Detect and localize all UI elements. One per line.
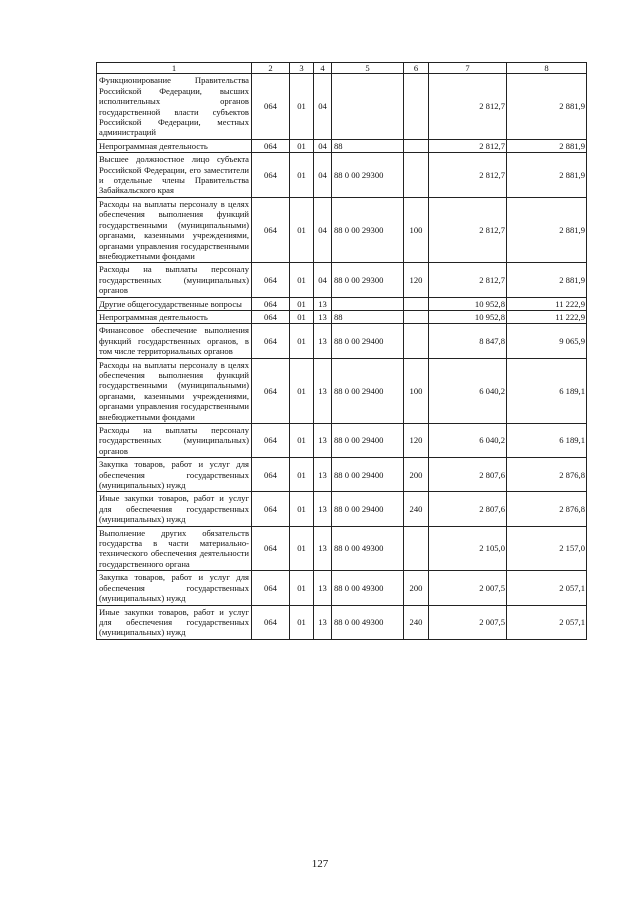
cell-amount-year2: 2 881,9 — [507, 197, 587, 262]
table-row — [97, 571, 587, 605]
cell-name: Иные закупки товаров, работ и услуг для обеспечения государственных (муниципальных) нужд — [97, 492, 252, 526]
cell-amount-year1: 2 007,5 — [429, 605, 507, 639]
cell-expense-type — [404, 74, 429, 139]
cell-name: Закупка товаров, работ и услуг для обеспечения государственных (муниципальных) нужд — [97, 458, 252, 492]
cell-name: Непрограммная деятельность — [97, 310, 252, 323]
cell-razdel: 01 — [290, 492, 314, 526]
cell-name: Иные закупки товаров, работ и услуг для обеспечения государственных (муниципальных) нужд — [97, 605, 252, 639]
cell-name: Другие общегосударственные вопросы — [97, 297, 252, 310]
cell-podrazdel: 04 — [314, 139, 332, 152]
cell-podrazdel: 04 — [314, 74, 332, 139]
cell-razdel: 01 — [290, 324, 314, 358]
cell-name: Выполнение других обязательств государства в части материально-технического обеспечения деятельности государственного органа — [97, 526, 252, 571]
cell-podrazdel: 13 — [314, 297, 332, 310]
cell-name: Непрограммная деятельность — [97, 139, 252, 152]
table-row — [97, 139, 587, 152]
cell-target-article: 88 0 00 29300 — [332, 263, 404, 297]
cell-razdel: 01 — [290, 605, 314, 639]
cell-amount-year1: 10 952,8 — [429, 297, 507, 310]
cell-grbs: 064 — [252, 605, 290, 639]
cell-target-article — [332, 297, 404, 310]
cell-amount-year1: 2 812,7 — [429, 197, 507, 262]
cell-expense-type — [404, 526, 429, 571]
cell-name: Закупка товаров, работ и услуг для обеспечения государственных (муниципальных) нужд — [97, 571, 252, 605]
table-row — [97, 310, 587, 323]
cell-target-article: 88 0 00 29300 — [332, 197, 404, 262]
cell-razdel: 01 — [290, 458, 314, 492]
cell-razdel: 01 — [290, 424, 314, 458]
cell-name: Расходы на выплаты персоналу в целях обеспечения выполнения функций государственными (муниципальными) органами, казенными учреждениями, органами управления государственными внебюджетными фондами — [97, 358, 252, 423]
cell-amount-year2: 2 881,9 — [507, 139, 587, 152]
cell-target-article: 88 0 00 29400 — [332, 458, 404, 492]
cell-target-article — [332, 74, 404, 139]
cell-target-article: 88 0 00 49300 — [332, 605, 404, 639]
cell-grbs: 064 — [252, 153, 290, 198]
cell-podrazdel: 13 — [314, 310, 332, 323]
header-cell: 2 — [252, 63, 290, 74]
cell-amount-year1: 2 807,6 — [429, 458, 507, 492]
cell-expense-type — [404, 324, 429, 358]
cell-amount-year1: 2 812,7 — [429, 153, 507, 198]
cell-name: Расходы на выплаты персоналу в целях обеспечения выполнения функций государственными (муниципальными) органами, казенными учреждениями, органами управления государственными внебюджетными фондами — [97, 197, 252, 262]
budget-table — [96, 62, 587, 640]
cell-amount-year2: 9 065,9 — [507, 324, 587, 358]
cell-razdel: 01 — [290, 263, 314, 297]
cell-expense-type: 120 — [404, 424, 429, 458]
cell-target-article: 88 — [332, 310, 404, 323]
header-cell: 1 — [97, 63, 252, 74]
cell-target-article: 88 0 00 49300 — [332, 526, 404, 571]
table-row — [97, 424, 587, 458]
cell-grbs: 064 — [252, 197, 290, 262]
cell-amount-year2: 2 881,9 — [507, 74, 587, 139]
cell-podrazdel: 04 — [314, 197, 332, 262]
cell-podrazdel: 13 — [314, 324, 332, 358]
table-row — [97, 324, 587, 358]
cell-podrazdel: 04 — [314, 153, 332, 198]
cell-razdel: 01 — [290, 571, 314, 605]
cell-grbs: 064 — [252, 492, 290, 526]
table-row — [97, 458, 587, 492]
cell-expense-type — [404, 139, 429, 152]
cell-amount-year2: 6 189,1 — [507, 358, 587, 423]
cell-grbs: 064 — [252, 297, 290, 310]
table-row — [97, 358, 587, 423]
table-row — [97, 526, 587, 571]
cell-expense-type — [404, 310, 429, 323]
cell-amount-year2: 6 189,1 — [507, 424, 587, 458]
header-cell: 3 — [290, 63, 314, 74]
cell-name: Финансовое обеспечение выполнения функций государственных органов, в том числе территориальных органов — [97, 324, 252, 358]
cell-amount-year2: 2 876,8 — [507, 458, 587, 492]
cell-amount-year2: 2 057,1 — [507, 571, 587, 605]
cell-target-article: 88 0 00 29400 — [332, 324, 404, 358]
cell-amount-year1: 2 812,7 — [429, 263, 507, 297]
cell-razdel: 01 — [290, 297, 314, 310]
cell-amount-year2: 11 222,9 — [507, 310, 587, 323]
cell-podrazdel: 13 — [314, 526, 332, 571]
cell-grbs: 064 — [252, 526, 290, 571]
cell-target-article: 88 0 00 29300 — [332, 153, 404, 198]
header-cell: 5 — [332, 63, 404, 74]
cell-name: Функционирование Правительства Российской Федерации, высших исполнительных органов государственной власти субъектов Российской Федерации, местных администраций — [97, 74, 252, 139]
cell-razdel: 01 — [290, 310, 314, 323]
cell-grbs: 064 — [252, 424, 290, 458]
cell-grbs: 064 — [252, 324, 290, 358]
cell-name: Высшее должностное лицо субъекта Российской Федерации, его заместители и отдельные члены Правительства Забайкальского края — [97, 153, 252, 198]
cell-podrazdel: 13 — [314, 458, 332, 492]
cell-amount-year2: 2 881,9 — [507, 153, 587, 198]
cell-amount-year2: 2 057,1 — [507, 605, 587, 639]
cell-podrazdel: 04 — [314, 263, 332, 297]
header-cell: 8 — [507, 63, 587, 74]
cell-expense-type: 240 — [404, 605, 429, 639]
cell-target-article: 88 — [332, 139, 404, 152]
cell-target-article: 88 0 00 29400 — [332, 424, 404, 458]
cell-amount-year1: 2 812,7 — [429, 139, 507, 152]
cell-expense-type: 240 — [404, 492, 429, 526]
cell-amount-year1: 8 847,8 — [429, 324, 507, 358]
cell-target-article: 88 0 00 29400 — [332, 358, 404, 423]
cell-expense-type: 120 — [404, 263, 429, 297]
cell-amount-year2: 2 157,0 — [507, 526, 587, 571]
cell-amount-year2: 2 876,8 — [507, 492, 587, 526]
cell-razdel: 01 — [290, 139, 314, 152]
cell-amount-year1: 6 040,2 — [429, 424, 507, 458]
cell-expense-type — [404, 297, 429, 310]
cell-amount-year2: 2 881,9 — [507, 263, 587, 297]
cell-target-article: 88 0 00 29400 — [332, 492, 404, 526]
cell-razdel: 01 — [290, 153, 314, 198]
table-row — [97, 263, 587, 297]
cell-expense-type: 100 — [404, 197, 429, 262]
cell-razdel: 01 — [290, 358, 314, 423]
cell-grbs: 064 — [252, 139, 290, 152]
header-cell: 7 — [429, 63, 507, 74]
cell-expense-type: 100 — [404, 358, 429, 423]
page-number: 127 — [311, 858, 329, 870]
cell-grbs: 064 — [252, 74, 290, 139]
table-body — [97, 63, 587, 640]
cell-grbs: 064 — [252, 358, 290, 423]
cell-amount-year1: 10 952,8 — [429, 310, 507, 323]
table-row — [97, 297, 587, 310]
cell-amount-year1: 6 040,2 — [429, 358, 507, 423]
cell-target-article: 88 0 00 49300 — [332, 571, 404, 605]
cell-podrazdel: 13 — [314, 571, 332, 605]
cell-amount-year1: 2 105,0 — [429, 526, 507, 571]
cell-grbs: 064 — [252, 458, 290, 492]
cell-expense-type: 200 — [404, 458, 429, 492]
table-header-row — [97, 63, 587, 74]
header-cell: 4 — [314, 63, 332, 74]
table-row — [97, 197, 587, 262]
cell-razdel: 01 — [290, 74, 314, 139]
cell-expense-type — [404, 153, 429, 198]
cell-amount-year2: 11 222,9 — [507, 297, 587, 310]
cell-razdel: 01 — [290, 197, 314, 262]
cell-razdel: 01 — [290, 526, 314, 571]
cell-name: Расходы на выплаты персоналу государственных (муниципальных) органов — [97, 263, 252, 297]
cell-amount-year1: 2 812,7 — [429, 74, 507, 139]
header-cell: 6 — [404, 63, 429, 74]
cell-podrazdel: 13 — [314, 492, 332, 526]
cell-amount-year1: 2 007,5 — [429, 571, 507, 605]
cell-amount-year1: 2 807,6 — [429, 492, 507, 526]
table-row — [97, 605, 587, 639]
cell-grbs: 064 — [252, 263, 290, 297]
cell-grbs: 064 — [252, 571, 290, 605]
table-row — [97, 492, 587, 526]
cell-podrazdel: 13 — [314, 358, 332, 423]
cell-expense-type: 200 — [404, 571, 429, 605]
cell-podrazdel: 13 — [314, 424, 332, 458]
table-row — [97, 153, 587, 198]
cell-name: Расходы на выплаты персоналу государственных (муниципальных) органов — [97, 424, 252, 458]
table-row — [97, 74, 587, 139]
cell-grbs: 064 — [252, 310, 290, 323]
cell-podrazdel: 13 — [314, 605, 332, 639]
